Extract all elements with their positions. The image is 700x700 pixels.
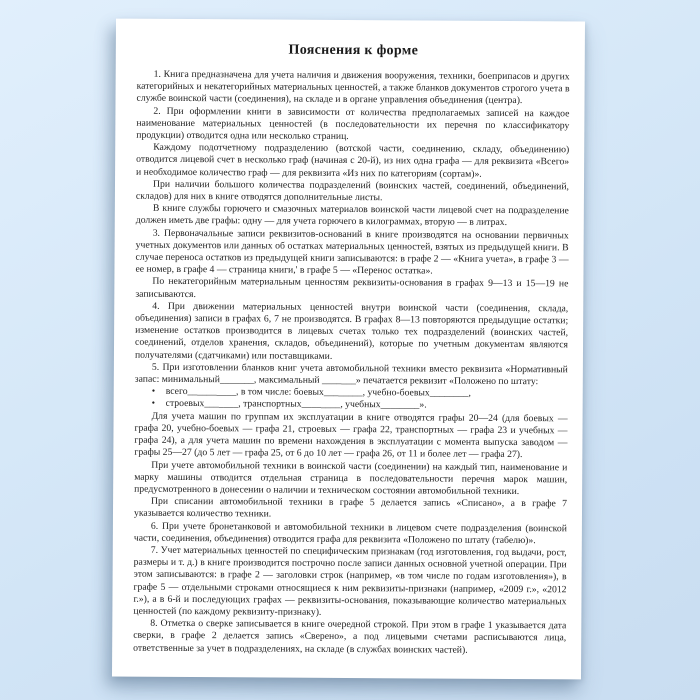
paragraph: 5. При изготовлении бланков книг учета автомобильной техники вместо реквизита «Нормативный запас: минимальный_______, максимальный _______» печатается реквизит «Положено по штату: bbox=[134, 361, 568, 388]
page-body bbox=[133, 69, 570, 657]
paragraph: 8. Отметка о сверке записывается в книге очередной строкой. При этом в графе 1 указывается дата сверки, в графе 2 делается запись «Сверено», а под лицевыми счетами расписываются лица, ответственные за учет в подразделениях, на складе (в службах воинских частей). bbox=[133, 617, 567, 656]
paragraph: По некатегорийным материальным ценностям реквизиты-основания в графах 9—13 и 15—19 не записываются. bbox=[135, 276, 569, 300]
paragraph: В книге службы горючего и смазочных материалов воинской части лицевой счет на подразделение должен иметь две графы: одну — для учета горючего в килограммах, вторую — в литрах. bbox=[135, 203, 569, 229]
paragraph: 1. Книга предназначена для учета наличия и движения вооружения, техники, боеприпасов и других категорийных и некатегорийных материальных ценностей, а также бланков документов строгого учета в службе воинской части (соединения), на складе и в органе управления объединения (центра). bbox=[136, 68, 570, 107]
page-content bbox=[112, 19, 585, 658]
paragraph: 4. При движении материальных ценностей внутри воинской части (соединения, склада, объединения) записи в графах 6, 7 не производятся. В графах 8—13 повторяются предыдущие остатки; изменение остатков производится в лицевых счетах только тех подразделений (воинских частей, соединений, отделов хранения, складов, объединений), которые по учетным документам являются получателями (сдатчиками) или поставщиками. bbox=[134, 300, 569, 362]
paragraph: При учете автомобильной техники в воинской части (соединении) на каждый тип, наименование и марку машины отводится отдельная страница в последовательности перечня марок машин, предусмотренного в донесении о наличии и техническом состоянии автомобильной техники. bbox=[134, 459, 568, 497]
paragraph: Для учета машин по группам их эксплуатации в книге отводятся графы 20—24 (для боевых — графа 20, учебно-боевых — графа 21, строевых — графа 22, транспортных — графа 23 и учебных — графа 24), а для учета машин по времени нахождения в эксплуатации с момента выпуска заводом — графы 25—27 (до 5 лет — графа 25, от 6 до 10 лет — графа 26, от 11 и более лет — графа 27). bbox=[134, 410, 568, 461]
paragraph: 6. При учете бронетанковой и автомобильной техники в лицевом счете подразделения (воинской части, соединения, объединения) отводится графа для реквизита «Положено по штату (табелю)». bbox=[133, 520, 567, 546]
paragraph: 3. Первоначальные записи реквизитов-оснований в книге производятся на основании первичных учетных документов или данных об остатках материальных ценностей, взятых из предыдущей книги. В случае переноса остатков из предыдущей книги записываются: в графе 2 — «Книга учета», в графе 3 — ее номер, в графе 4 — страница книги,' в графе 5 — «Перенос остатка». bbox=[135, 227, 569, 277]
bullet-item: • строевых_______, транспортных________, учебных________». bbox=[135, 398, 568, 413]
page-title: Пояснения к форме bbox=[288, 42, 419, 59]
paragraph: 2. При оформлении книги в зависимости от количества предполагаемых записей на каждое наименование материальных ценностей (в последовательности их перечня по классификатору продукции) отводится одна или несколько страниц. bbox=[136, 105, 570, 143]
paragraph: Каждому подотчетному подразделению (вотской части, соединению, складу, объединению) отводится лицевой счет в несколько граф (начиная с 20-й), из них одна графа — для реквизита «Всего» и необходимое количество граф — для реквизита «Из них по категориям (сортам)». bbox=[136, 142, 570, 180]
paragraph: При наличии большого количества подразделений (воинских частей, соединений, объединений, складов) для них в книге отводятся дополнительные листы. bbox=[135, 178, 570, 204]
paragraph: 7. Учет материальных ценностей по специфическим признакам (год изготовления, год выдачи, рост, размеры и т. д.) в книге производится построчно после записи данных основной учетной операции. При этом записываются: в графе 2 — заголовки строк (например, «в том числе по годам изготовления»), в графе 5 — отдельными строками относящиеся к ним реквизиты-признаки (например, «2009 г.», «2012 г.»), а в 6-й и последующих графах — реквизиты-основания, показывающие количество материальных ценностей (по каждому реквизиту-признаку). bbox=[133, 544, 567, 618]
document-page bbox=[112, 19, 585, 680]
paragraph: При списании автомобильной техники в графе 5 делается запись «Списано», а в графе 7 указывается количество техники. bbox=[133, 495, 568, 520]
bullet-item: • всего__________, в том числе: боевых________, учебно-боевых________, bbox=[135, 386, 568, 401]
